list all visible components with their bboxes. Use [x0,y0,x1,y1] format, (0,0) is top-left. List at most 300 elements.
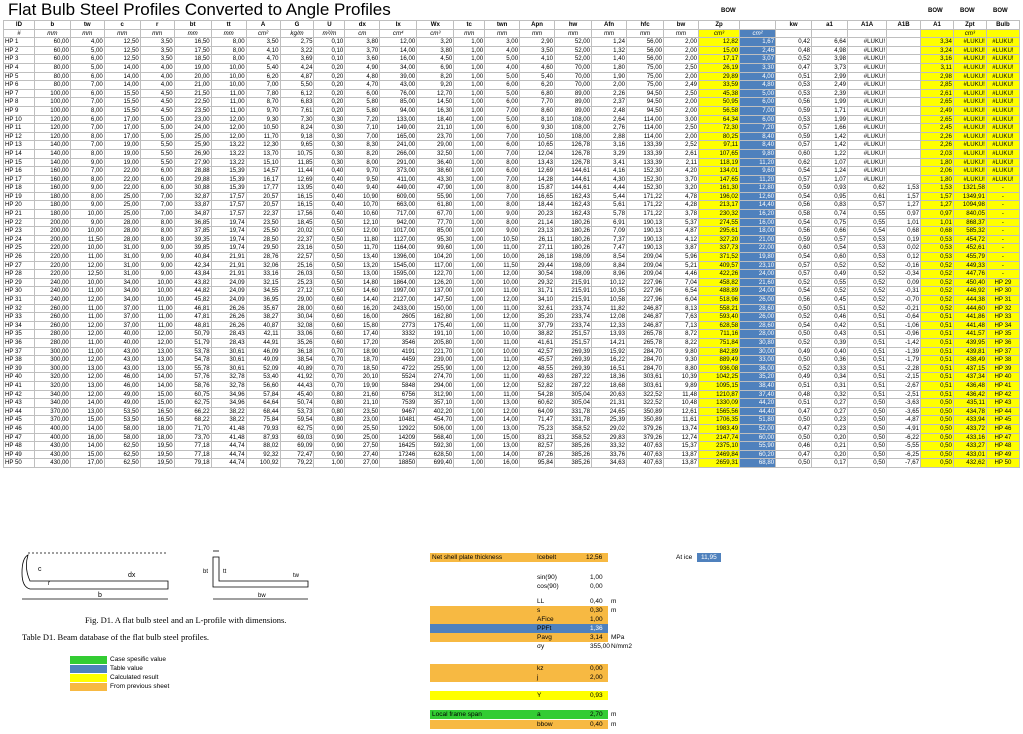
table-cell[interactable]: 28,60 [740,321,776,330]
table-cell[interactable]: -2,28 [887,364,921,373]
table-cell[interactable]: 5,00 [485,115,520,124]
table-cell[interactable]: 33,06 [280,330,314,339]
table-cell[interactable]: 0,49 [776,347,812,356]
table-cell[interactable]: 11,00 [70,253,104,262]
table-cell[interactable]: 16,00 [345,313,380,322]
table-cell[interactable]: 3332 [380,330,417,339]
table-cell[interactable]: 14,00 [485,450,520,459]
at-ice-value[interactable]: 11,95 [701,554,717,561]
column-header[interactable]: ID [4,21,35,30]
table-cell[interactable] [887,175,921,184]
table-cell[interactable]: 44,40 [740,407,776,416]
table-cell[interactable]: 26,03 [280,270,314,279]
table-cell[interactable]: 7,00 [246,81,280,90]
table-cell[interactable]: 55,90 [740,442,776,451]
table-cell[interactable]: 0,50 [921,459,954,468]
table-cell[interactable]: 38,22 [211,416,246,425]
table-cell[interactable]: 14,28 [520,175,555,184]
table-cell[interactable]: 9,80 [740,149,776,158]
table-cell[interactable]: 7,00 [485,106,520,115]
table-cell[interactable]: 152,30 [627,175,664,184]
calc-value[interactable]: 0,40 [590,598,603,605]
table-cell[interactable]: 40,00 [104,330,140,339]
column-header[interactable]: tt [211,21,246,30]
table-cell[interactable]: #LUKU! [986,175,1019,184]
table-cell[interactable]: 558,21 [698,304,739,313]
table-cell[interactable]: 29,89 [698,72,739,81]
table-cell[interactable]: 34,55 [246,287,280,296]
table-cell[interactable]: 4,10 [246,46,280,55]
table-cell[interactable]: 6,00 [485,124,520,133]
table-cell[interactable]: 0,62 [848,184,887,193]
table-cell[interactable]: 0,54 [776,167,812,176]
table-cell[interactable]: 22,00 [104,167,140,176]
table-cell[interactable]: 57,76 [174,373,211,382]
table-cell[interactable]: 246,87 [627,304,664,313]
table-cell[interactable]: 0,51 [921,321,954,330]
table-cell[interactable]: 241,00 [380,141,417,150]
table-cell[interactable]: 34,87 [174,210,211,219]
table-cell[interactable]: 284,70 [627,356,664,365]
table-cell[interactable]: 44,74 [211,442,246,451]
table-cell[interactable]: 28,00 [104,235,140,244]
table-cell[interactable]: HP 48 [986,442,1019,451]
table-cell[interactable]: 5,96 [664,253,699,262]
table-cell[interactable]: 37,79 [520,321,555,330]
table-cell[interactable]: 1706,35 [698,416,739,425]
table-cell[interactable]: 42,57 [520,347,555,356]
table-cell[interactable]: 1,00 [454,287,485,296]
table-cell[interactable]: 190,13 [627,235,664,244]
table-cell[interactable]: 0,50 [314,253,345,262]
table-cell[interactable]: 12,30 [246,141,280,150]
table-cell[interactable]: 80,00 [34,63,70,72]
table-cell[interactable]: 255,90 [417,364,454,373]
table-cell[interactable]: 3,22 [280,46,314,55]
table-cell[interactable]: 5,44 [592,192,627,201]
table-cell[interactable]: 0,47 [776,407,812,416]
table-cell[interactable]: 33,76 [592,450,627,459]
table-cell[interactable]: 180,26 [555,227,592,236]
table-cell[interactable]: 0,80 [314,407,345,416]
table-cell[interactable]: 19,00 [174,63,211,72]
table-cell[interactable]: 24,00 [174,124,211,133]
table-cell[interactable]: 287,22 [555,381,592,390]
table-cell[interactable]: 2,88 [592,132,627,141]
table-cell[interactable]: 94,50 [627,106,664,115]
table-cell[interactable]: 162,80 [417,313,454,322]
table-cell[interactable]: 8,10 [520,115,555,124]
table-cell[interactable]: 25,50 [345,424,380,433]
table-cell[interactable]: 57,84 [246,390,280,399]
table-cell[interactable]: 191,10 [417,330,454,339]
table-cell[interactable]: 2,61 [664,149,699,158]
table-cell[interactable]: 19,00 [104,141,140,150]
table-cell[interactable]: 114,00 [627,132,664,141]
row-id-cell[interactable]: HP 45 [4,416,35,425]
table-cell[interactable]: 6,00 [70,72,104,81]
table-cell[interactable]: -3,65 [887,407,921,416]
table-cell[interactable]: 43,00 [380,81,417,90]
table-cell[interactable]: 12,10 [345,218,380,227]
table-cell[interactable]: 215,91 [555,296,592,305]
table-cell[interactable]: HP 32 [986,304,1019,313]
table-cell[interactable]: 77,18 [174,442,211,451]
table-cell[interactable]: 1,00 [454,218,485,227]
table-cell[interactable]: 55,90 [417,192,454,201]
table-cell[interactable]: 30,88 [174,184,211,193]
table-cell[interactable]: 0,51 [921,338,954,347]
table-cell[interactable]: #LUKU! [986,141,1019,150]
table-cell[interactable]: 2,46 [740,46,776,55]
table-cell[interactable]: 0,53 [848,235,887,244]
table-cell[interactable]: 15,37 [664,442,699,451]
table-cell[interactable]: 0,20 [314,72,345,81]
table-cell[interactable]: 97,11 [698,141,739,150]
table-cell[interactable]: 6,20 [246,72,280,81]
table-cell[interactable]: 213,17 [698,201,739,210]
table-cell[interactable]: 0,60 [314,313,345,322]
table-cell[interactable]: 371,52 [698,253,739,262]
table-cell[interactable]: 36,40 [417,158,454,167]
table-cell[interactable]: 70,00 [555,81,592,90]
table-cell[interactable]: 15,00 [140,399,174,408]
table-cell[interactable]: 0,54 [848,227,887,236]
table-cell[interactable]: 40,00 [104,338,140,347]
column-header[interactable]: A1 [921,21,954,30]
table-cell[interactable]: 6,54 [664,287,699,296]
table-cell[interactable]: 1864,00 [380,278,417,287]
table-cell[interactable]: 340,00 [34,399,70,408]
table-cell[interactable]: 518,96 [698,296,739,305]
table-cell[interactable]: -1,39 [887,347,921,356]
table-cell[interactable]: 4,00 [140,63,174,72]
table-cell[interactable]: 100,00 [34,89,70,98]
table-cell[interactable]: 1997,00 [380,287,417,296]
table-cell[interactable]: 9,00 [485,227,520,236]
table-cell[interactable]: 0,31 [812,381,848,390]
column-header[interactable]: twn [485,21,520,30]
table-cell[interactable]: #LUKU! [953,175,986,184]
table-cell[interactable]: 7,00 [70,167,104,176]
table-cell[interactable]: 196,02 [698,192,739,201]
table-cell[interactable]: 13,00 [70,364,104,373]
table-cell[interactable]: 20,10 [345,373,380,382]
table-cell[interactable]: 20,00 [174,72,211,81]
table-cell[interactable]: 13,00 [485,424,520,433]
table-cell[interactable]: 14,00 [104,63,140,72]
table-cell[interactable]: 0,51 [812,304,848,313]
table-cell[interactable]: 0,32 [812,390,848,399]
table-cell[interactable]: 44,74 [211,450,246,459]
table-cell[interactable]: 21,10 [417,124,454,133]
table-cell[interactable]: 92,32 [246,450,280,459]
table-cell[interactable]: 12,00 [485,313,520,322]
table-cell[interactable]: 260,00 [34,304,70,313]
table-cell[interactable]: 0,50 [848,399,887,408]
table-cell[interactable]: 0,50 [921,416,954,425]
table-cell[interactable]: #LUKU! [986,81,1019,90]
table-cell[interactable]: 126,78 [555,141,592,150]
table-cell[interactable]: 400,00 [34,424,70,433]
table-cell[interactable]: - [986,253,1019,262]
table-cell[interactable]: -5,55 [887,442,921,451]
table-cell[interactable]: 108,00 [555,132,592,141]
table-cell[interactable]: -7,67 [887,459,921,468]
table-cell[interactable]: 1,01 [887,218,921,227]
table-cell[interactable]: 11,61 [664,416,699,425]
table-cell[interactable]: 75,00 [627,63,664,72]
table-cell[interactable]: 7,47 [592,244,627,253]
table-cell[interactable]: 0,50 [921,433,954,442]
table-cell[interactable]: 4,20 [664,167,699,176]
table-cell[interactable]: 7,09 [592,227,627,236]
table-cell[interactable]: 2,52 [664,141,699,150]
table-cell[interactable]: 7539 [380,399,417,408]
table-cell[interactable]: #LUKU! [953,141,986,150]
table-cell[interactable]: 46,09 [246,347,280,356]
table-cell[interactable]: 0,54 [812,244,848,253]
table-cell[interactable]: 7,61 [280,106,314,115]
row-id-cell[interactable]: HP 23 [4,227,35,236]
calc-value[interactable]: 3,14 [590,634,603,641]
table-cell[interactable]: 44,20 [740,399,776,408]
table-cell[interactable]: 118,19 [698,158,739,167]
table-cell[interactable]: 12,50 [70,270,104,279]
table-cell[interactable]: 11,00 [140,321,174,330]
table-cell[interactable]: HP 38 [986,356,1019,365]
table-cell[interactable]: 6,00 [485,98,520,107]
table-cell[interactable]: 3,80 [345,38,380,47]
table-cell[interactable]: 32,87 [174,192,211,201]
table-cell[interactable]: 0,30 [314,149,345,158]
table-cell[interactable]: #LUKU! [986,89,1019,98]
table-cell[interactable]: 5,80 [345,106,380,115]
table-cell[interactable]: 4,50 [140,106,174,115]
table-cell[interactable]: HP 41 [986,381,1019,390]
table-cell[interactable]: 260,00 [34,313,70,322]
table-cell[interactable]: 13,00 [140,364,174,373]
table-cell[interactable]: 15,39 [211,184,246,193]
table-cell[interactable]: 13,43 [520,158,555,167]
table-cell[interactable]: 0,55 [812,278,848,287]
table-cell[interactable]: 198,09 [555,261,592,270]
table-cell[interactable]: 22,57 [280,253,314,262]
row-id-cell[interactable]: HP 42 [4,390,35,399]
table-cell[interactable]: 422,26 [698,270,739,279]
table-cell[interactable]: 7,70 [520,98,555,107]
table-cell[interactable]: 5,50 [140,141,174,150]
table-cell[interactable]: 12,00 [485,407,520,416]
calc-value[interactable]: 0,30 [590,607,603,614]
table-cell[interactable]: 87,93 [246,433,280,442]
row-id-cell[interactable]: HP 18 [4,184,35,193]
table-cell[interactable]: 33,16 [246,270,280,279]
table-cell[interactable]: 0,54 [776,192,812,201]
table-cell[interactable]: 6,00 [485,141,520,150]
table-cell[interactable]: 0,02 [887,244,921,253]
table-cell[interactable]: 436,48 [953,381,986,390]
table-cell[interactable]: 0,46 [776,442,812,451]
table-cell[interactable]: 12,00 [211,132,246,141]
table-cell[interactable]: 0,50 [314,227,345,236]
table-cell[interactable]: 9,00 [140,253,174,262]
table-cell[interactable]: 180,00 [34,210,70,219]
table-cell[interactable]: 868,37 [953,218,986,227]
table-cell[interactable]: #LUKU! [848,72,887,81]
table-cell[interactable]: 94,50 [627,98,664,107]
table-cell[interactable]: 385,26 [555,450,592,459]
table-cell[interactable]: 137,00 [417,287,454,296]
table-cell[interactable]: 2,00 [664,46,699,55]
table-cell[interactable]: 331,78 [555,407,592,416]
table-cell[interactable]: 0,50 [314,261,345,270]
table-cell[interactable]: 0,50 [314,244,345,253]
table-cell[interactable]: 8,40 [740,132,776,141]
table-cell[interactable]: 30,61 [211,364,246,373]
table-cell[interactable]: 18,70 [345,356,380,365]
row-id-cell[interactable]: HP 13 [4,141,35,150]
table-cell[interactable]: 34,00 [104,296,140,305]
table-cell[interactable]: 430,00 [34,459,70,468]
table-cell[interactable]: 147,65 [698,175,739,184]
table-cell[interactable]: 100,92 [246,459,280,468]
table-cell[interactable]: 21,00 [174,81,211,90]
table-cell[interactable]: 3,78 [664,210,699,219]
table-cell[interactable]: 13,22 [211,141,246,150]
table-cell[interactable]: 126,78 [555,158,592,167]
table-cell[interactable]: 357,10 [417,399,454,408]
table-cell[interactable]: 205,80 [417,338,454,347]
table-cell[interactable]: 0,52 [812,261,848,270]
table-cell[interactable]: - [986,270,1019,279]
table-cell[interactable]: 1,00 [454,347,485,356]
table-cell[interactable]: 42,11 [246,330,280,339]
table-cell[interactable]: 433,94 [953,416,986,425]
table-cell[interactable]: 7,10 [345,124,380,133]
table-cell[interactable]: 34,96 [211,399,246,408]
table-cell[interactable]: 291,00 [380,158,417,167]
table-cell[interactable]: 16425 [380,442,417,451]
table-cell[interactable]: HP 42 [986,390,1019,399]
table-cell[interactable]: - [986,261,1019,270]
table-cell[interactable]: 6,00 [70,115,104,124]
table-cell[interactable]: 1,42 [812,141,848,150]
table-cell[interactable]: 7,80 [246,89,280,98]
row-id-cell[interactable]: HP 37 [4,347,35,356]
table-cell[interactable]: 21,91 [211,270,246,279]
table-cell[interactable]: HP 30 [986,287,1019,296]
table-cell[interactable]: 69,09 [280,442,314,451]
table-cell[interactable]: 60,00 [34,46,70,55]
table-cell[interactable]: 24,09 [211,296,246,305]
table-cell[interactable]: 15,10 [246,158,280,167]
table-cell[interactable]: 1,00 [454,38,485,47]
table-cell[interactable]: 11,85 [280,158,314,167]
table-cell[interactable]: 15,00 [70,416,104,425]
table-cell[interactable]: 11,00 [485,287,520,296]
table-cell[interactable]: 60,75 [174,390,211,399]
table-cell[interactable]: #LUKU! [848,167,887,176]
table-cell[interactable]: 0,50 [314,287,345,296]
table-cell[interactable]: 14,00 [104,81,140,90]
table-cell[interactable]: 7,20 [740,124,776,133]
table-cell[interactable]: 108,00 [555,115,592,124]
table-cell[interactable]: 0,51 [921,390,954,399]
table-cell[interactable]: 220,00 [34,270,70,279]
table-cell[interactable]: 25,39 [592,416,627,425]
table-cell[interactable]: 0,50 [921,442,954,451]
table-cell[interactable]: 593,40 [698,313,739,322]
table-cell[interactable]: 433,01 [953,450,986,459]
table-cell[interactable]: #LUKU! [986,106,1019,115]
table-cell[interactable]: 133,39 [627,141,664,150]
table-cell[interactable]: 49,09 [246,356,280,365]
table-cell[interactable]: HP 45 [986,416,1019,425]
table-cell[interactable]: 441,86 [953,313,986,322]
table-cell[interactable]: 1,00 [454,407,485,416]
table-cell[interactable]: 32,78 [211,373,246,382]
table-cell[interactable]: #LUKU! [953,81,986,90]
table-cell[interactable]: -1,06 [887,321,921,330]
table-cell[interactable]: 8,00 [70,106,104,115]
table-cell[interactable]: 16,20 [740,210,776,219]
table-cell[interactable]: 53,73 [280,407,314,416]
table-cell[interactable]: 2,11 [664,158,699,167]
table-cell[interactable]: 10,60 [345,210,380,219]
table-cell[interactable]: 11,00 [485,321,520,330]
table-cell[interactable]: 12,00 [70,321,104,330]
table-cell[interactable]: 62,50 [104,450,140,459]
table-cell[interactable]: 44,82 [174,287,211,296]
table-cell[interactable]: 3,50 [140,46,174,55]
table-cell[interactable]: 1,24 [812,167,848,176]
table-cell[interactable]: 1,40 [592,55,627,64]
table-cell[interactable]: 13,95 [280,184,314,193]
table-cell[interactable]: #LUKU! [848,141,887,150]
table-cell[interactable]: 12,00 [70,356,104,365]
table-cell[interactable]: 22,00 [740,244,776,253]
a-value[interactable]: 2,70 [590,711,603,718]
table-cell[interactable]: 434,78 [953,407,986,416]
table-cell[interactable]: 190,13 [627,227,664,236]
table-cell[interactable]: 0,54 [776,218,812,227]
row-id-cell[interactable]: HP 2 [4,46,35,55]
table-cell[interactable]: 12,04 [520,149,555,158]
row-id-cell[interactable]: HP 14 [4,149,35,158]
table-cell[interactable]: 3,50 [140,38,174,47]
table-cell[interactable]: 26,26 [211,304,246,313]
table-cell[interactable]: 0,19 [887,235,921,244]
table-cell[interactable]: 40,89 [280,364,314,373]
table-cell[interactable]: 12,00 [140,338,174,347]
table-cell[interactable]: 23,50 [345,407,380,416]
table-cell[interactable]: -1,79 [887,356,921,365]
table-cell[interactable]: 27,40 [345,450,380,459]
table-cell[interactable]: 0,51 [848,356,887,365]
table-cell[interactable]: 437,15 [953,364,986,373]
table-cell[interactable]: 8,00 [211,46,246,55]
table-cell[interactable]: 233,74 [555,321,592,330]
table-cell[interactable]: 2,00 [664,106,699,115]
table-cell[interactable]: 107,65 [698,149,739,158]
table-cell[interactable]: 9,00 [140,261,174,270]
table-cell[interactable]: 12,00 [140,330,174,339]
table-cell[interactable]: HP 34 [986,321,1019,330]
table-cell[interactable] [887,158,921,167]
table-cell[interactable]: 711,16 [698,330,739,339]
table-cell[interactable]: 114,00 [627,115,664,124]
